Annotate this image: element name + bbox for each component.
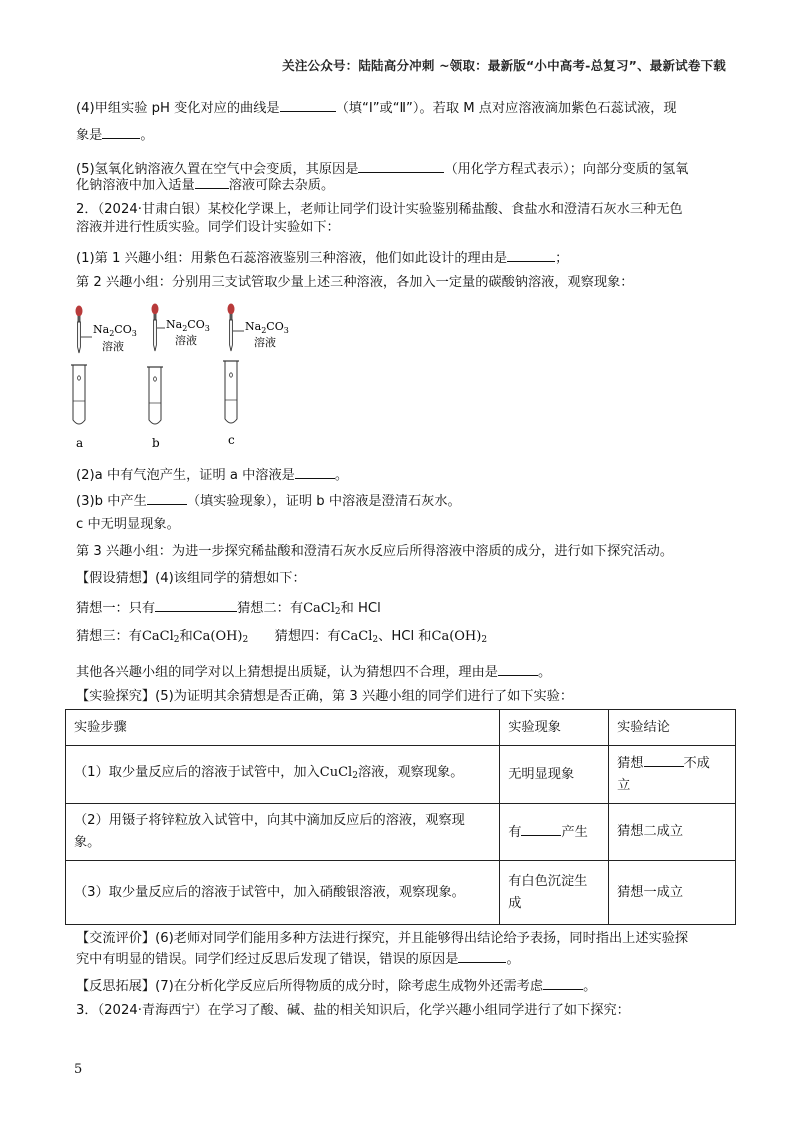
reflection-line (76, 975, 596, 996)
text: 猜想三：有 (76, 629, 142, 644)
tube-body (73, 365, 85, 424)
q2-group2-intro: 第 2 兴趣小组：分别用三支试管取少量上述三种溶液，各加入一定量的碳酸钠溶液，观察现象： (76, 275, 634, 290)
answer-blank (521, 821, 561, 836)
q1-part4-line2 (76, 124, 154, 145)
answer-blank (543, 975, 583, 990)
text: （用化学方程式表示）；向部分变质的氢氧 (444, 162, 689, 177)
test-tube-c (223, 304, 289, 448)
answer-blank (295, 464, 335, 479)
text: 象。 (74, 835, 101, 850)
text: （1）取少量反应后的溶液于试管中，加入 (74, 765, 320, 780)
answer-blank (358, 158, 444, 173)
answer-blank (498, 661, 538, 676)
text: 有 (508, 824, 522, 840)
dropper-tube (78, 322, 81, 353)
formula-caoh2: $Ca(OH)_2$ (431, 629, 488, 645)
dropper-bulb (76, 306, 83, 317)
text: 。 (583, 979, 597, 994)
text: (4)甲组实验 pH 变化对应的曲线是 (76, 101, 280, 116)
text: 、HCl 和 (378, 629, 432, 644)
text: (2)a 中有气泡产生，证明 a 中溶液是 (76, 468, 295, 483)
tube-body (149, 367, 161, 424)
step-cell: （3）取少量反应后的溶液于试管中，加入硝酸银溶液，观察现象。 (66, 861, 500, 925)
reagent-label: 溶液 (102, 340, 124, 353)
table-row (66, 804, 736, 861)
q1-part5-line2 (76, 174, 334, 195)
text: 成 (508, 895, 522, 911)
page-number: 5 (74, 1062, 83, 1077)
text: 溶液可除去杂质。 (228, 178, 335, 193)
experiment-table (65, 709, 736, 925)
text: 象是 (76, 128, 103, 143)
hypothesis-3-4 (76, 628, 487, 649)
q1-part4-line1 (76, 97, 677, 118)
droplet (230, 373, 233, 377)
answer-blank (155, 597, 237, 612)
conclusion-cell: 猜想一成立 (609, 861, 736, 925)
test-tube-figure (66, 297, 306, 462)
text: ； (555, 251, 569, 266)
text: 。 (538, 665, 552, 680)
reagent-label: 溶液 (254, 336, 276, 349)
header-observation: 实验现象 (500, 710, 609, 746)
test-tube-a (71, 306, 137, 451)
text: (3)b 中产生 (76, 494, 147, 509)
answer-blank (147, 490, 187, 505)
q2-intro-line2: 溶液并进行性质实验。同学们设计实验如下： (76, 220, 340, 235)
text: 。 (506, 952, 520, 967)
observation-cell (500, 861, 609, 925)
dropper-neck (230, 314, 233, 320)
droplet (78, 376, 81, 380)
answer-blank (458, 948, 506, 963)
text: 猜想 (617, 756, 644, 771)
dropper-neck (78, 316, 81, 322)
table-row (66, 861, 736, 925)
q2-part3 (76, 490, 461, 511)
tube-label-a: a (76, 436, 84, 450)
answer-blank (507, 247, 555, 262)
q2-c-result: c 中无明显现象。 (76, 517, 180, 532)
text: 有白色沉淀生 (508, 873, 588, 889)
table-row (66, 746, 736, 804)
text: 猜想四：有 (274, 629, 341, 644)
text: 不成 (683, 756, 710, 771)
dropper-neck (154, 314, 157, 320)
formula-cacl2: CaCl$_2$ (141, 629, 180, 645)
text: 化钠溶液中加入适量 (76, 178, 195, 193)
text: 溶液，观察现象。 (357, 765, 464, 780)
hypothesis-4-critique (76, 661, 551, 682)
evaluation-line2 (76, 948, 520, 969)
reagent-label: 溶液 (175, 334, 197, 347)
text: 立 (617, 778, 631, 793)
tube-label-b: b (152, 436, 160, 450)
text: （填实验现象），证明 b 中溶液是澄清石灰水。 (186, 494, 461, 509)
text: 和 HCl (340, 601, 381, 616)
table-header-row (66, 710, 736, 746)
conclusion-cell (609, 746, 736, 804)
answer-blank (195, 174, 229, 189)
step-cell (66, 804, 500, 861)
formula-cacl2: CaCl$_2$ (340, 629, 379, 645)
answer-blank (644, 752, 684, 767)
page-header: 关注公众号：陆陆高分冲刺 ~领取：最新版“小中高考-总复习”、最新试卷下载 (282, 58, 726, 73)
text: 。 (140, 128, 154, 143)
dropper-tube (230, 320, 233, 351)
hypothesis-heading: 【假设猜想】(4)该组同学的猜想如下： (76, 571, 306, 586)
q2-part2 (76, 464, 348, 485)
hypothesis-1-2 (76, 597, 381, 621)
text: 猜想二：有 (237, 601, 304, 616)
observation-cell: 无明显现象 (500, 746, 609, 804)
text: （2）用镊子将锌粒放入试管中，向其中滴加反应后的溶液，观察现 (74, 813, 465, 828)
text: 产生 (561, 824, 588, 840)
experiment-heading: 【实验探究】(5)为证明其余猜想是否正确，第 3 兴趣小组的同学们进行了如下实验： (76, 689, 574, 704)
text: 究中有明显的错误。同学们经过反思后发现了错误，错误的原因是 (76, 952, 459, 967)
answer-blank (102, 124, 140, 139)
droplet (154, 377, 157, 381)
text: 【反思拓展】(7)在分析化学反应后所得物质的成分时，除考虑生成物外还需考虑 (76, 979, 544, 994)
reagent-formula: $Na_2CO_3$ (93, 323, 137, 338)
text: 和 (179, 629, 193, 644)
q2-intro-line1: 2．（2024·甘肃白银）某校化学课上，老师让同学们设计实验鉴别稀盐酸、食盐水和澄清石灰水三种无色 (76, 202, 683, 217)
formula-cucl2: CuCl$_2$ (319, 765, 358, 781)
q2-part1 (76, 247, 568, 268)
observation-cell (500, 804, 609, 861)
test-tube-b (147, 304, 210, 451)
q3-intro: 3．（2024·青海西宁）在学习了酸、碱、盐的相关知识后，化学兴趣小组同学进行了如下探究： (76, 1003, 630, 1018)
tube-label-c: c (228, 433, 235, 447)
dropper-bulb (152, 304, 159, 315)
answer-blank (280, 97, 336, 112)
tube-body (225, 361, 237, 423)
text: (5)氢氧化钠溶液久置在空气中会变质，其原因是 (76, 162, 359, 177)
header-step: 实验步骤 (66, 710, 500, 746)
reagent-formula: $Na_2CO_3$ (245, 320, 289, 335)
text: (1)第 1 兴趣小组：用紫色石蕊溶液鉴别三种溶液，他们如此设计的理由是 (76, 251, 508, 266)
step-cell (66, 746, 500, 804)
formula-cacl2: CaCl$_2$ (303, 601, 341, 617)
reagent-formula: $Na_2CO_3$ (166, 318, 210, 333)
evaluation-line1: 【交流评价】(6)老师对同学们能用多种方法进行探究，并且能够得出结论给予表扬，同时指出上述实验探 (76, 931, 689, 946)
header-conclusion: 实验结论 (609, 710, 736, 746)
dropper-bulb (228, 304, 235, 315)
text: 猜想一：只有 (76, 601, 156, 616)
dropper-tube (154, 320, 157, 351)
text: （填“I”或“Ⅱ”）。若取 M 点对应溶液滴加紫色石蕊试液，现 (335, 101, 677, 116)
text: 其他各兴趣小组的同学对以上猜想提出质疑，认为猜想四不合理，理由是 (76, 665, 498, 680)
text: 。 (334, 468, 349, 483)
conclusion-cell: 猜想二成立 (609, 804, 736, 861)
q2-group3-intro: 第 3 兴趣小组：为进一步探究稀盐酸和澄清石灰水反应后所得溶液中溶质的成分，进行如下探究活动。 (76, 544, 674, 559)
formula-caoh2: $Ca(OH)_2$ (192, 629, 249, 645)
